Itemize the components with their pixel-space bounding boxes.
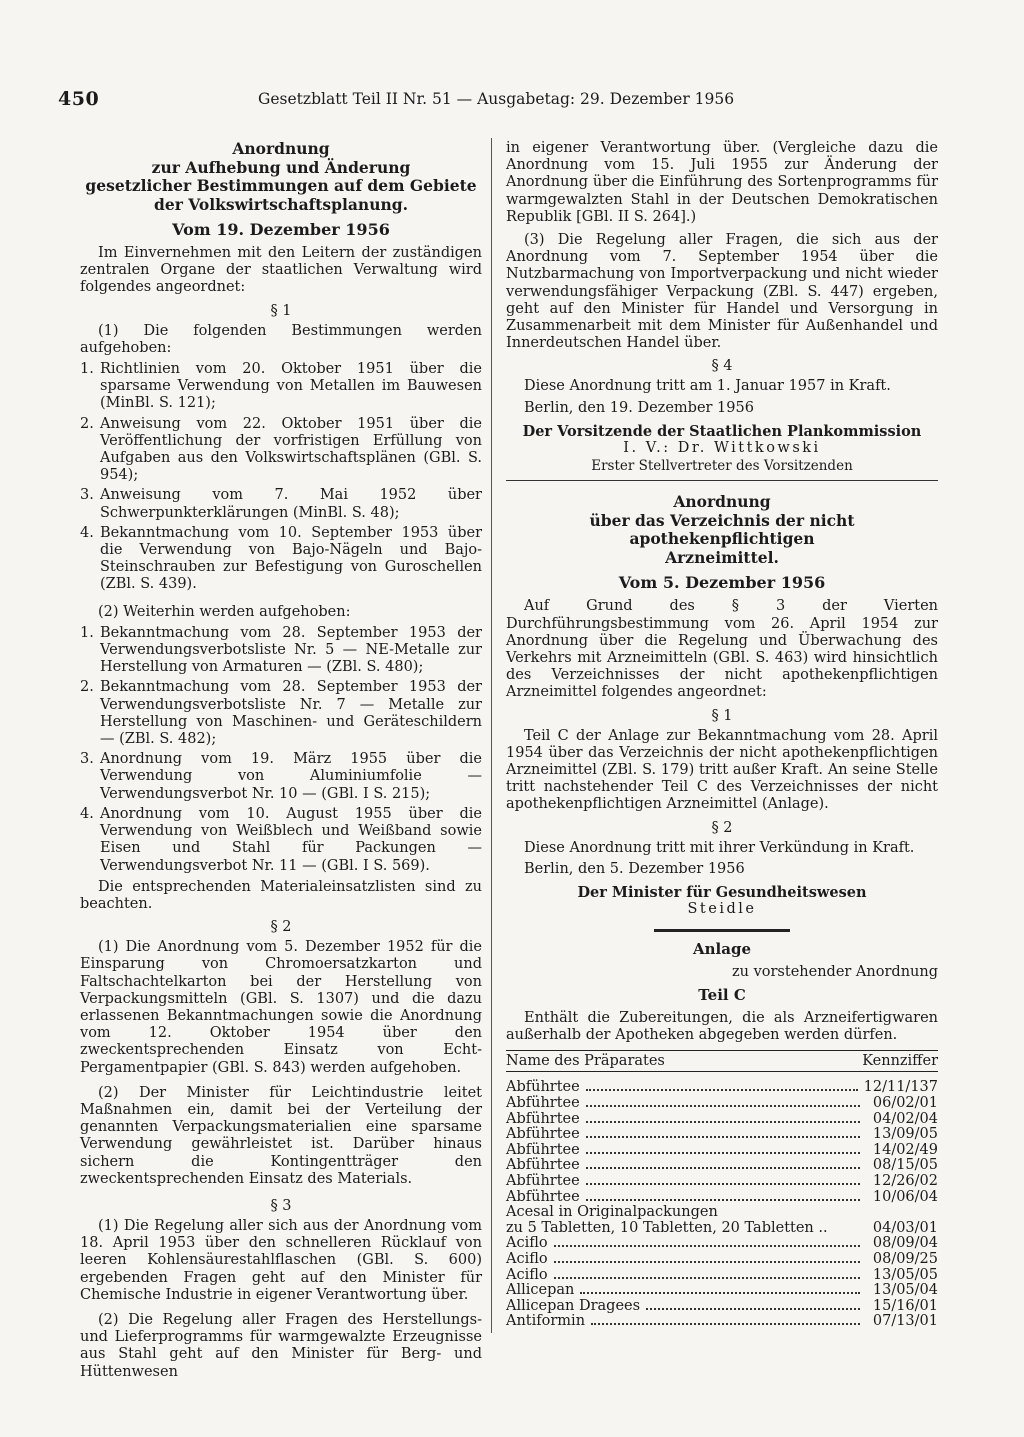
ordinance1-signature — [506, 423, 938, 475]
table-row: zu 5 Tabletten, 10 Tabletten, 20 Tabletten .. 04/03/01 — [506, 1219, 938, 1236]
header-title: Gesetzblatt Teil II Nr. 51 — Ausgabetag: 29. Dezember 1956 — [258, 90, 735, 108]
list-item: 3. Anweisung vom 7. Mai 1952 über Schwerpunkterklärungen (MinBl. S. 48); — [80, 487, 482, 521]
repealed-list-2 — [80, 625, 482, 875]
ordinance1-intro: Im Einvernehmen mit den Leitern der zuständigen zentralen Organe der staatlichen Verwaltung wird folgendes angeordnet: — [80, 245, 482, 296]
table-row: Abführtee 10/06/04 — [506, 1188, 938, 1205]
anlage-divider — [654, 929, 790, 932]
preparations-table — [506, 1080, 938, 1330]
ordinance1-title — [80, 140, 482, 214]
column-header-code: Kennziffer — [862, 1053, 938, 1070]
list-item: 1. Richtlinien vom 20. Oktober 1951 über die sparsame Verwendung von Metallen im Bauwesen (MinBl. S. 121); — [80, 361, 482, 412]
ordinance2-section-1-text: Teil C der Anlage zur Bekanntmachung vom 28. April 1954 über das Verzeichnis der nicht apothekenpflichtigen Arzneimittel (ZBl. S. 179) tritt außer Kraft. An seine Stelle tritt nachstehender Teil C des Verzeichnisses der nicht apothekenpflichtigen Arzneimittel (Anlage). — [506, 727, 938, 813]
table-row: Abführtee 13/09/05 — [506, 1126, 938, 1143]
page-number: 450 — [58, 88, 100, 110]
table-row: Abführtee 14/02/49 — [506, 1141, 938, 1158]
section-3-paragraph-1: (1) Die Regelung aller sich aus der Anordnung vom 18. April 1953 über den schnelleren Rücklauf von leeren Kohlensäurestahlflaschen (GBl. S. 600) ergebenden Fragen geht auf den Minister für Chemische Industrie in eigener Verantwortung über. — [80, 1217, 482, 1303]
list-item: 3. Anordnung vom 19. März 1955 über die Verwendung von Aluminiumfolie — Verwendungsverbot Nr. 10 — (GBl. I S. 215); — [80, 751, 482, 802]
column-divider — [491, 138, 492, 1333]
anlage-subtitle: zu vorstehender Anordnung — [731, 963, 938, 980]
anlage-part: Teil C — [698, 985, 746, 1004]
table-row: Abführtee 06/02/01 — [506, 1094, 938, 1111]
section-1-paragraph-1: (1) Die folgenden Bestimmungen werden aufgehoben: — [80, 322, 482, 356]
section-2-paragraph-1: (1) Die Anordnung vom 5. Dezember 1952 für die Einsparung von Chromoersatzkarton und Faltschachtelkarton bei der Herstellung von Verpackungsmitteln (GBl. S. 1307) und die dazu erlassenen Bekanntmachungen sowie die Anordnung vom 12. Oktober 1954 über den zweckentsprechenden Einsatz von Echt-Pergamentpapier (GBl. S. 843) werden aufgehoben. — [80, 939, 482, 1076]
ordinance2-place-date: Berlin, den 5. Dezember 1956 — [524, 860, 745, 877]
table-row: Abführtee 08/15/05 — [506, 1157, 938, 1174]
signer-name: Steidle — [687, 901, 757, 918]
table-row: Antiformin 07/13/01 — [506, 1313, 938, 1330]
ordinance1-title-line: gesetzlicher Bestimmungen auf dem Gebiete — [85, 176, 477, 195]
signer-title: Der Vorsitzende der Staatlichen Plankommission — [522, 422, 922, 440]
ordinance2-title-line: über das Verzeichnis der nicht apothekenpflichtigen — [589, 510, 855, 549]
page-header — [58, 88, 938, 118]
table-row: Allicepan 13/05/04 — [506, 1282, 938, 1299]
section-3-paragraph-3: (3) Die Regelung aller Fragen, die sich aus der Anordnung vom 7. September 1954 über die Nutzbarmachung von Importverpackung und nicht wieder verwendungsfähiger Verpackung (ZBl. S. 447) ergeben, geht auf den Minister für Handel und Versorgung in Zusammenarbeit mit dem Minister für Außenhandel und Innerdeutschen Handel über. — [506, 232, 938, 352]
signer-name: I. V.: Dr. Wittkowski — [623, 440, 821, 457]
table-row: Aciflo 13/05/05 — [506, 1266, 938, 1283]
ordinance2-intro: Auf Grund des § 3 der Vierten Durchführungsbestimmung vom 26. April 1954 zur Anordnung über die Regelung und Überwachung des Verkehrs mit Arzneimitteln (GBl. S. 463) wird hinsichtlich des Verzeichnisses der nicht apothekenpflichtigen Arzneimittel folgendes angeordnet: — [506, 598, 938, 701]
table-row-acesal: Acesal in Originalpackungen — [506, 1204, 718, 1221]
section-2-heading: § 2 — [270, 919, 292, 936]
section-4-text: Diese Anordnung tritt am 1. Januar 1957 in Kraft. — [524, 378, 891, 395]
list-item: 2. Anweisung vom 22. Oktober 1951 über die Veröffentlichung der vorfristigen Erfüllung von Aufgaben aus den Volkswirtschaftsplänen (GBl. S. 954); — [80, 415, 482, 484]
ordinance2-date: Vom 5. Dezember 1956 — [618, 573, 826, 593]
ordinance1-place-date: Berlin, den 19. Dezember 1956 — [524, 399, 754, 416]
signer-role: Erster Stellvertreter des Vorsitzenden — [591, 457, 853, 474]
table-header — [506, 1050, 938, 1072]
section-3-paragraph-2-continued: in eigener Verantwortung über. (Vergleiche dazu die Anordnung vom 15. Juli 1955 zur Änderung der Anordnung über die Einführung des Sortenprogramms für warmgewalzten Stahl in der Deutschen Demokratischen Republik [GBl. II S. 264].) — [506, 140, 938, 225]
section-2-paragraph-2: (2) Der Minister für Leichtindustrie leitet Maßnahmen ein, damit bei der Verteilung der genannten Verpackungsmaterialien eine sparsame Verwendung gewährleistet ist. Darüber hinaus sichern die Kontingentträger den zweckentsprechenden Einsatz des Materials. — [80, 1084, 482, 1187]
ordinance2-title — [506, 493, 938, 567]
section-1-closing: Die entsprechenden Materialeinsatzlisten sind zu beachten. — [80, 878, 482, 912]
right-column — [506, 140, 938, 1330]
table-row: Abführtee 04/02/04 — [506, 1110, 938, 1127]
ordinance1-title-line: Anordnung — [232, 139, 330, 158]
column-header-name: Name des Präparates — [506, 1053, 665, 1070]
list-item: 1. Bekanntmachung vom 28. September 1953 der Verwendungsverbotsliste Nr. 5 — NE-Metalle zur Herstellung von Armaturen — (ZBl. S. 480); — [80, 624, 482, 676]
section-3-paragraph-2: (2) Die Regelung aller Fragen des Herstellungs- und Lieferprogramms für warmgewalzte Erzeugnisse aus Stahl geht auf den Minister für Berg- und Hüttenwesen — [80, 1311, 482, 1380]
table-row: Abführtee 12/26/02 — [506, 1172, 938, 1189]
table-row: Allicepan Dragees 15/16/01 — [506, 1297, 938, 1314]
list-item: 4. Anordnung vom 10. August 1955 über die Verwendung von Weißblech und Weißband sowie Eisen und Stahl für Packungen — Verwendungsverbot Nr. 11 — (GBl. I S. 569). — [80, 805, 482, 874]
repealed-list-1 — [80, 361, 482, 594]
ordinance1-title-line: zur Aufhebung und Änderung — [151, 157, 411, 177]
section-1-heading: § 1 — [270, 302, 292, 319]
table-row: Aciflo 08/09/04 — [506, 1235, 938, 1252]
section-3-heading: § 3 — [270, 1197, 292, 1214]
ordinance2-section-2-text: Diese Anordnung tritt mit ihrer Verkündung in Kraft. — [524, 839, 915, 856]
ordinance2-title-line: Anordnung — [673, 492, 771, 512]
ordinance1-title-line: der Volkswirtschaftsplanung. — [154, 194, 408, 214]
ordinance2-section-1-heading: § 1 — [711, 707, 733, 724]
section-1-paragraph-2: (2) Weiterhin werden aufgehoben: — [98, 603, 351, 620]
anlage-title: Anlage — [693, 939, 751, 958]
ordinance2-section-2-heading: § 2 — [711, 819, 733, 836]
list-item: 4. Bekanntmachung vom 10. September 1953 über die Verwendung von Bajo-Nägeln und Bajo-Steinschrauben zur Befestigung von Guroschellen (ZBl. S. 439). — [80, 524, 482, 593]
table-row: Abführtee 12/11/137 — [506, 1079, 938, 1096]
list-item: 2. Bekanntmachung vom 28. September 1953 der Verwendungsverbotsliste Nr. 7 — Metalle zur Herstellung von Maschinen- und Geräteschildern — (ZBl. S. 482); — [80, 679, 482, 748]
section-divider — [506, 480, 938, 481]
table-row: Aciflo 08/09/25 — [506, 1250, 938, 1267]
ordinance2-signature — [506, 884, 938, 919]
ordinance2-title-line: Arzneimittel. — [665, 547, 779, 567]
ordinance1-date: Vom 19. Dezember 1956 — [172, 220, 390, 239]
left-column — [80, 140, 482, 1385]
signer-title: Der Minister für Gesundheitswesen — [577, 883, 867, 901]
section-4-heading: § 4 — [711, 358, 733, 375]
anlage-description: Enthält die Zubereitungen, die als Arzneifertigwaren außerhalb der Apotheken abgegeben werden dürfen. — [506, 1009, 938, 1044]
